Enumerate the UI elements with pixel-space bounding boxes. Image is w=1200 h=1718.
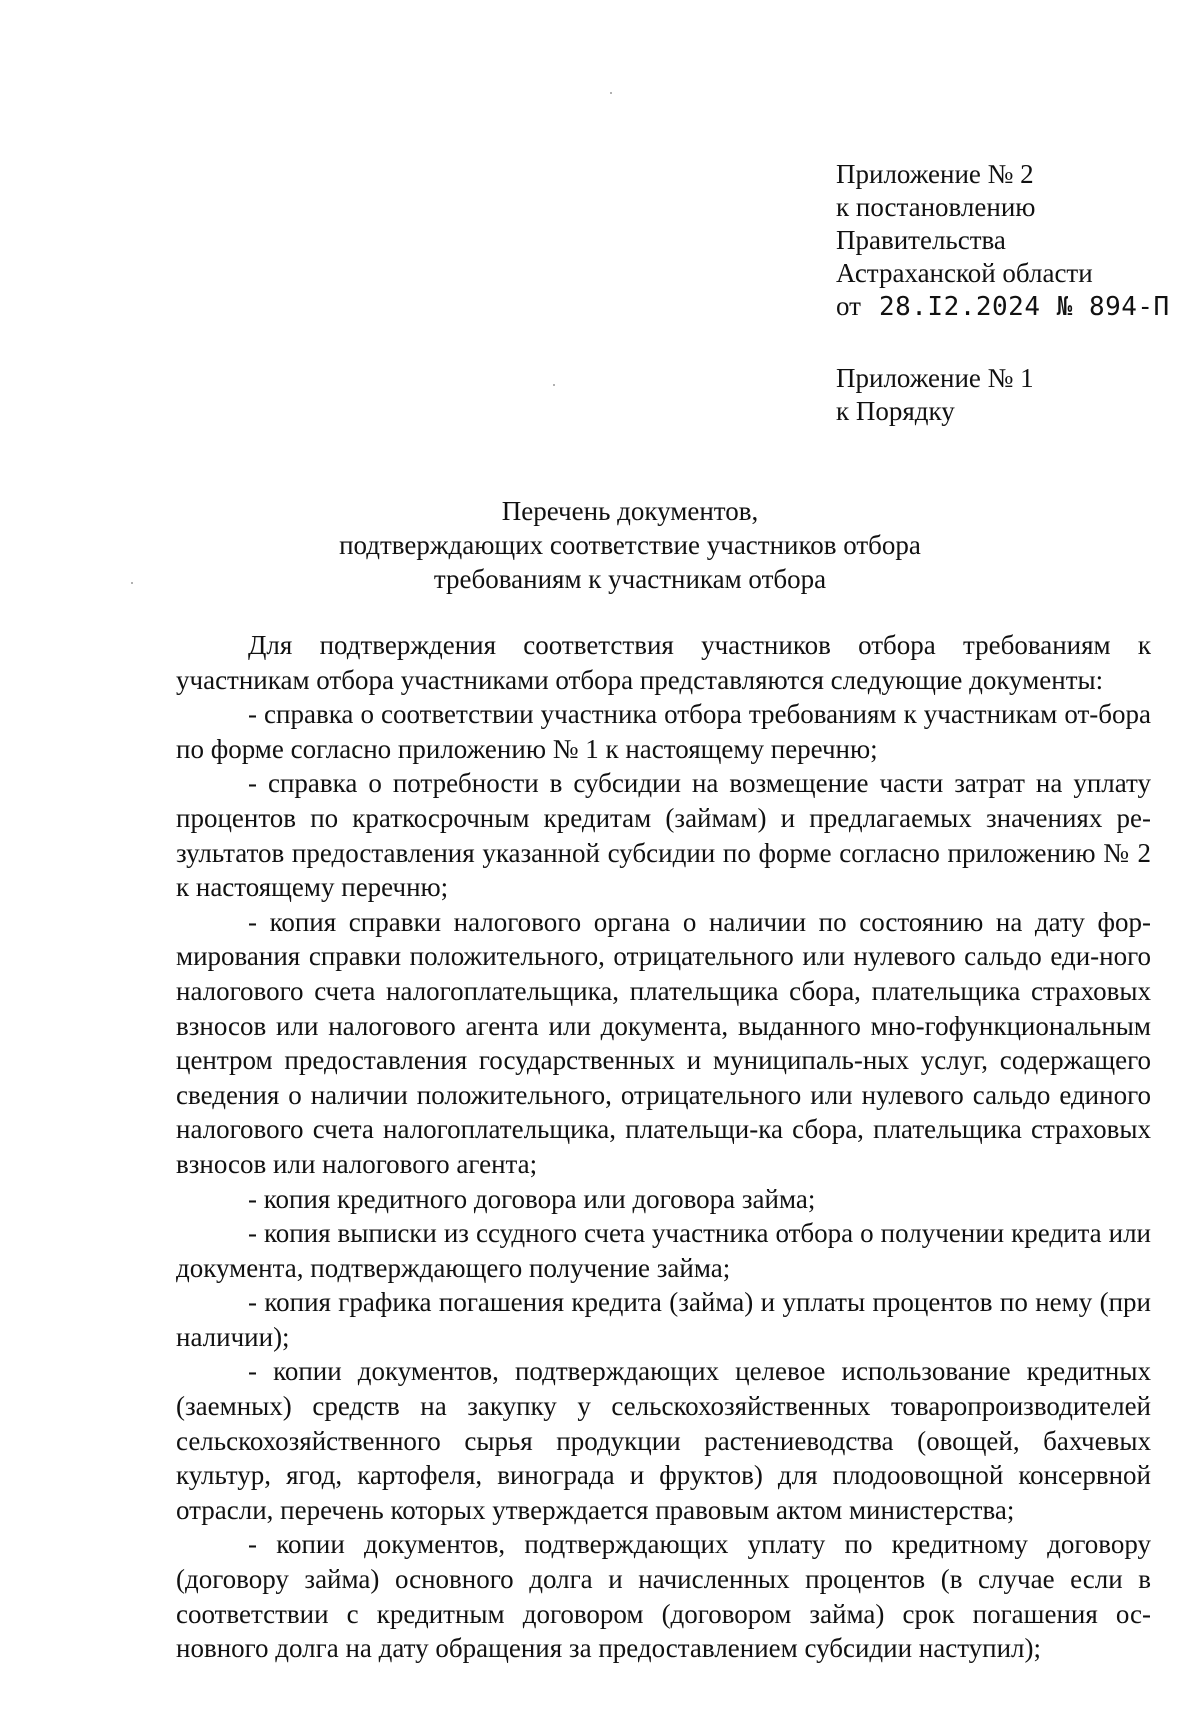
title-line: Перечень документов, (501, 496, 759, 526)
appendix-reference-block (836, 362, 1034, 428)
body-paragraph-item: - копии документов, подтверждающих целевое использование кредитных (заемных) средств на закупку у сельскохозяйственных товаропроизводителей сельскохозяйственного сырья продукции растениеводства (овощей, бахчевых культур, ягод, картофеля, винограда и фруктов) для плодоовощной консервной отрасли, перечень которых утверждается правовым актом министерства; (176, 1356, 1151, 1525)
date-prefix: от (836, 291, 861, 321)
approval-stamp-block (836, 158, 1170, 324)
scan-speck (131, 582, 133, 584)
body-paragraph-item: - справка о соответствии участника отбора требованиям к участникам от-бора по форме согласно приложению № 1 к настоящему перечню; (176, 699, 1151, 764)
approval-date-line (836, 290, 1170, 324)
date-stamp: 28.I2.2024 № 894-П (878, 292, 1170, 322)
body-paragraph-item: - копия справки налогового органа о наличии по состоянию на дату фор-мирования справки положительного, отрицательного или нулевого сальдо еди-ного налогового счета налогоплательщика, плательщика сбора, плательщика страховых взносов или налогового агента или документа, выданного мно-гофункциональным центром предоставления государственных и муниципаль-ных услуг, содержащего сведения о наличии положительного, отрицательного или нулевого сальдо единого налогового счета налогоплательщика, плательщи-ка сбора, плательщика страховых взносов или налогового агента; (176, 906, 1151, 1179)
document-body (176, 628, 1151, 1666)
body-paragraph-item: - копии документов, подтверждающих уплату по кредитному договору (договору займа) основного долга и начисленных процентов (в случае если в соответствии с кредитным договором (договором займа) срок погашения ос-новного долга на дату обращения за предоставлением субсидии наступил); (176, 1529, 1151, 1664)
appendix-line: Приложение № 1 (836, 363, 1034, 393)
body-paragraph-item: - копия кредитного договора или договора займа; (248, 1183, 816, 1214)
title-line: требованиям к участникам отбора (433, 564, 827, 594)
body-paragraph-intro: Для подтверждения соответствия участников отбора требованиям к участникам отбора участниками отбора представляются следующие документы: (176, 630, 1151, 695)
document-title (150, 494, 1110, 596)
approval-line: к постановлению (836, 192, 1036, 222)
approval-line: Приложение № 2 (836, 159, 1034, 189)
approval-line: Правительства (836, 225, 1006, 255)
body-paragraph-item: - копия выписки из ссудного счета участника отбора о получении кредита или документа, подтверждающего получение займа; (176, 1218, 1151, 1283)
body-paragraph-item: - справка о потребности в субсидии на возмещение части затрат на уплату процентов по краткосрочным кредитам (займам) и предлагаемых значениях ре-зультатов предоставления указанной субсидии по форме согласно приложению № 2 к настоящему перечню; (176, 768, 1151, 903)
appendix-line: к Порядку (836, 396, 955, 426)
approval-line: Астраханской области (836, 258, 1093, 288)
title-line: подтверждающих соответствие участников отбора (339, 530, 921, 560)
scan-speck (610, 92, 612, 94)
body-paragraph-item: - копия графика погашения кредита (займа) и уплаты процентов по нему (при наличии); (176, 1287, 1151, 1352)
scan-speck (553, 384, 555, 386)
